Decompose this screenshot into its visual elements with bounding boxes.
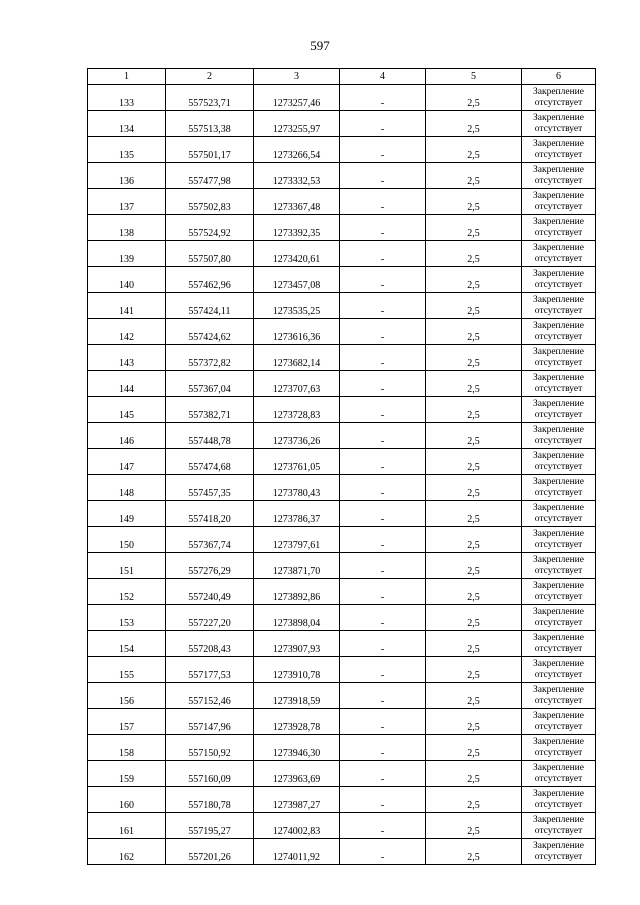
fixation-status-line-2: отсутствует (534, 279, 583, 290)
point-number: 143 (88, 345, 166, 371)
column-5-value: 2,5 (426, 709, 522, 735)
column-4-value: - (340, 137, 426, 163)
x-coordinate: 557477,98 (166, 163, 254, 189)
y-coordinate: 1273963,69 (254, 761, 340, 787)
fixation-status-line-2: отсутствует (534, 175, 583, 186)
x-coordinate: 557160,09 (166, 761, 254, 787)
column-5-value: 2,5 (426, 579, 522, 605)
fixation-status-line-2: отсутствует (534, 643, 583, 654)
table-row (88, 345, 596, 371)
point-number: 146 (88, 423, 166, 449)
fixation-status-line-1: Закрепление (533, 684, 584, 695)
column-5-value: 2,5 (426, 215, 522, 241)
fixation-status-line-1: Закрепление (533, 580, 584, 591)
table-row (88, 631, 596, 657)
table-row (88, 397, 596, 423)
y-coordinate: 1273910,78 (254, 657, 340, 683)
column-5-value: 2,5 (426, 449, 522, 475)
table-row (88, 579, 596, 605)
fixation-status (522, 501, 596, 527)
y-coordinate: 1273898,04 (254, 605, 340, 631)
y-coordinate: 1273728,83 (254, 397, 340, 423)
x-coordinate: 557180,78 (166, 787, 254, 813)
column-5-value: 2,5 (426, 85, 522, 111)
table-row (88, 527, 596, 553)
point-number: 139 (88, 241, 166, 267)
column-5-value: 2,5 (426, 475, 522, 501)
table-row (88, 553, 596, 579)
x-coordinate: 557367,74 (166, 527, 254, 553)
y-coordinate: 1273457,08 (254, 267, 340, 293)
y-coordinate: 1273761,05 (254, 449, 340, 475)
column-4-value: - (340, 631, 426, 657)
column-5-value: 2,5 (426, 241, 522, 267)
fixation-status (522, 839, 596, 865)
fixation-status-line-2: отсутствует (534, 123, 583, 134)
y-coordinate: 1273736,26 (254, 423, 340, 449)
table-row (88, 839, 596, 865)
fixation-status (522, 397, 596, 423)
fixation-status-line-2: отсутствует (534, 747, 583, 758)
column-header-6: 6 (522, 69, 596, 85)
fixation-status-line-2: отсутствует (534, 773, 583, 784)
column-4-value: - (340, 527, 426, 553)
table-row (88, 709, 596, 735)
y-coordinate: 1273780,43 (254, 475, 340, 501)
x-coordinate: 557367,04 (166, 371, 254, 397)
table-row (88, 137, 596, 163)
x-coordinate: 557474,68 (166, 449, 254, 475)
fixation-status-line-2: отсутствует (534, 383, 583, 394)
column-4-value: - (340, 345, 426, 371)
column-5-value: 2,5 (426, 683, 522, 709)
table-row (88, 735, 596, 761)
point-number: 154 (88, 631, 166, 657)
table-row (88, 163, 596, 189)
fixation-status-line-1: Закрепление (533, 710, 584, 721)
fixation-status (522, 553, 596, 579)
table-row (88, 475, 596, 501)
column-4-value: - (340, 111, 426, 137)
fixation-status-line-2: отсутствует (534, 357, 583, 368)
fixation-status-line-1: Закрепление (533, 294, 584, 305)
y-coordinate: 1274011,92 (254, 839, 340, 865)
x-coordinate: 557424,62 (166, 319, 254, 345)
fixation-status-line-1: Закрепление (533, 216, 584, 227)
x-coordinate: 557501,17 (166, 137, 254, 163)
column-4-value: - (340, 371, 426, 397)
point-number: 133 (88, 85, 166, 111)
column-4-value: - (340, 579, 426, 605)
point-number: 140 (88, 267, 166, 293)
y-coordinate: 1273946,30 (254, 735, 340, 761)
fixation-status-line-1: Закрепление (533, 164, 584, 175)
fixation-status (522, 761, 596, 787)
fixation-status-line-2: отсутствует (534, 565, 583, 576)
table-row (88, 189, 596, 215)
x-coordinate: 557448,78 (166, 423, 254, 449)
fixation-status-line-1: Закрепление (533, 268, 584, 279)
column-4-value: - (340, 423, 426, 449)
column-4-value: - (340, 761, 426, 787)
page-number: 597 (310, 38, 330, 53)
point-number: 134 (88, 111, 166, 137)
fixation-status-line-2: отсутствует (534, 97, 583, 108)
table-header-row (88, 69, 596, 85)
point-number: 141 (88, 293, 166, 319)
table-row (88, 371, 596, 397)
fixation-status (522, 423, 596, 449)
fixation-status-line-2: отсутствует (534, 695, 583, 706)
column-5-value: 2,5 (426, 371, 522, 397)
column-4-value: - (340, 553, 426, 579)
x-coordinate: 557227,20 (166, 605, 254, 631)
fixation-status-line-1: Закрепление (533, 424, 584, 435)
column-header-3: 3 (254, 69, 340, 85)
x-coordinate: 557457,35 (166, 475, 254, 501)
column-4-value: - (340, 267, 426, 293)
fixation-status-line-1: Закрепление (533, 112, 584, 123)
fixation-status-line-2: отсутствует (534, 149, 583, 160)
point-number: 136 (88, 163, 166, 189)
y-coordinate: 1273907,93 (254, 631, 340, 657)
point-number: 149 (88, 501, 166, 527)
fixation-status (522, 813, 596, 839)
x-coordinate: 557462,96 (166, 267, 254, 293)
point-number: 155 (88, 657, 166, 683)
fixation-status (522, 293, 596, 319)
x-coordinate: 557201,26 (166, 839, 254, 865)
y-coordinate: 1273392,35 (254, 215, 340, 241)
column-5-value: 2,5 (426, 163, 522, 189)
table-row (88, 111, 596, 137)
fixation-status-line-1: Закрепление (533, 736, 584, 747)
column-header-1: 1 (88, 69, 166, 85)
column-header-2: 2 (166, 69, 254, 85)
x-coordinate: 557424,11 (166, 293, 254, 319)
x-coordinate: 557276,29 (166, 553, 254, 579)
coordinates-table (87, 68, 596, 865)
fixation-status-line-1: Закрепление (533, 632, 584, 643)
column-4-value: - (340, 397, 426, 423)
x-coordinate: 557208,43 (166, 631, 254, 657)
fixation-status-line-2: отсутствует (534, 461, 583, 472)
fixation-status-line-2: отсутствует (534, 721, 583, 732)
fixation-status-line-2: отсутствует (534, 825, 583, 836)
x-coordinate: 557195,27 (166, 813, 254, 839)
column-5-value: 2,5 (426, 137, 522, 163)
column-5-value: 2,5 (426, 111, 522, 137)
column-5-value: 2,5 (426, 189, 522, 215)
point-number: 156 (88, 683, 166, 709)
table-row (88, 423, 596, 449)
fixation-status (522, 267, 596, 293)
fixation-status-line-2: отсутствует (534, 253, 583, 264)
point-number: 153 (88, 605, 166, 631)
fixation-status (522, 735, 596, 761)
fixation-status (522, 319, 596, 345)
table-row (88, 761, 596, 787)
table-row (88, 683, 596, 709)
table-row (88, 657, 596, 683)
point-number: 137 (88, 189, 166, 215)
y-coordinate: 1274002,83 (254, 813, 340, 839)
fixation-status-line-2: отсутствует (534, 617, 583, 628)
column-4-value: - (340, 85, 426, 111)
fixation-status (522, 371, 596, 397)
y-coordinate: 1273871,70 (254, 553, 340, 579)
fixation-status-line-1: Закрепление (533, 346, 584, 357)
x-coordinate: 557147,96 (166, 709, 254, 735)
fixation-status-line-1: Закрепление (533, 450, 584, 461)
fixation-status-line-1: Закрепление (533, 320, 584, 331)
fixation-status (522, 85, 596, 111)
column-4-value: - (340, 787, 426, 813)
column-4-value: - (340, 839, 426, 865)
y-coordinate: 1273707,63 (254, 371, 340, 397)
column-4-value: - (340, 813, 426, 839)
table-row (88, 215, 596, 241)
fixation-status (522, 215, 596, 241)
fixation-status (522, 241, 596, 267)
fixation-status-line-1: Закрепление (533, 814, 584, 825)
fixation-status (522, 475, 596, 501)
fixation-status-line-2: отсутствует (534, 227, 583, 238)
x-coordinate: 557513,38 (166, 111, 254, 137)
point-number: 159 (88, 761, 166, 787)
fixation-status (522, 527, 596, 553)
y-coordinate: 1273918,59 (254, 683, 340, 709)
column-4-value: - (340, 163, 426, 189)
column-4-value: - (340, 215, 426, 241)
table-row (88, 787, 596, 813)
y-coordinate: 1273420,61 (254, 241, 340, 267)
point-number: 147 (88, 449, 166, 475)
fixation-status-line-2: отсутствует (534, 513, 583, 524)
point-number: 161 (88, 813, 166, 839)
column-4-value: - (340, 475, 426, 501)
x-coordinate: 557524,92 (166, 215, 254, 241)
fixation-status (522, 709, 596, 735)
fixation-status-line-2: отсутствует (534, 539, 583, 550)
fixation-status-line-1: Закрепление (533, 840, 584, 851)
column-5-value: 2,5 (426, 293, 522, 319)
fixation-status-line-2: отсутствует (534, 201, 583, 212)
point-number: 138 (88, 215, 166, 241)
table-row (88, 267, 596, 293)
fixation-status-line-2: отсутствует (534, 409, 583, 420)
column-header-4: 4 (340, 69, 426, 85)
point-number: 157 (88, 709, 166, 735)
fixation-status-line-1: Закрепление (533, 398, 584, 409)
table-row (88, 293, 596, 319)
x-coordinate: 557507,80 (166, 241, 254, 267)
y-coordinate: 1273255,97 (254, 111, 340, 137)
point-number: 144 (88, 371, 166, 397)
point-number: 152 (88, 579, 166, 605)
fixation-status-line-1: Закрепление (533, 190, 584, 201)
y-coordinate: 1273367,48 (254, 189, 340, 215)
fixation-status (522, 111, 596, 137)
point-number: 142 (88, 319, 166, 345)
point-number: 160 (88, 787, 166, 813)
x-coordinate: 557240,49 (166, 579, 254, 605)
y-coordinate: 1273257,46 (254, 85, 340, 111)
y-coordinate: 1273786,37 (254, 501, 340, 527)
point-number: 148 (88, 475, 166, 501)
fixation-status (522, 163, 596, 189)
y-coordinate: 1273928,78 (254, 709, 340, 735)
column-5-value: 2,5 (426, 631, 522, 657)
fixation-status-line-1: Закрепление (533, 788, 584, 799)
column-header-5: 5 (426, 69, 522, 85)
x-coordinate: 557150,92 (166, 735, 254, 761)
column-4-value: - (340, 657, 426, 683)
column-5-value: 2,5 (426, 527, 522, 553)
x-coordinate: 557152,46 (166, 683, 254, 709)
table-row (88, 241, 596, 267)
column-5-value: 2,5 (426, 345, 522, 371)
column-5-value: 2,5 (426, 553, 522, 579)
x-coordinate: 557372,82 (166, 345, 254, 371)
column-5-value: 2,5 (426, 501, 522, 527)
column-5-value: 2,5 (426, 813, 522, 839)
column-4-value: - (340, 319, 426, 345)
fixation-status-line-1: Закрепление (533, 658, 584, 669)
y-coordinate: 1273266,54 (254, 137, 340, 163)
fixation-status-line-1: Закрепление (533, 502, 584, 513)
point-number: 135 (88, 137, 166, 163)
column-4-value: - (340, 449, 426, 475)
column-5-value: 2,5 (426, 319, 522, 345)
fixation-status-line-1: Закрепление (533, 242, 584, 253)
x-coordinate: 557418,20 (166, 501, 254, 527)
y-coordinate: 1273535,25 (254, 293, 340, 319)
table-row (88, 501, 596, 527)
fixation-status-line-2: отсутствует (534, 435, 583, 446)
y-coordinate: 1273616,36 (254, 319, 340, 345)
column-5-value: 2,5 (426, 267, 522, 293)
fixation-status (522, 787, 596, 813)
column-4-value: - (340, 189, 426, 215)
x-coordinate: 557382,71 (166, 397, 254, 423)
column-4-value: - (340, 293, 426, 319)
fixation-status-line-2: отсутствует (534, 331, 583, 342)
y-coordinate: 1273682,14 (254, 345, 340, 371)
fixation-status (522, 449, 596, 475)
fixation-status-line-2: отсутствует (534, 305, 583, 316)
fixation-status (522, 579, 596, 605)
fixation-status (522, 605, 596, 631)
fixation-status (522, 657, 596, 683)
fixation-status-line-1: Закрепление (533, 762, 584, 773)
fixation-status (522, 683, 596, 709)
y-coordinate: 1273332,53 (254, 163, 340, 189)
point-number: 150 (88, 527, 166, 553)
column-4-value: - (340, 241, 426, 267)
x-coordinate: 557523,71 (166, 85, 254, 111)
fixation-status-line-2: отсутствует (534, 669, 583, 680)
fixation-status-line-1: Закрепление (533, 606, 584, 617)
fixation-status (522, 137, 596, 163)
fixation-status (522, 189, 596, 215)
point-number: 151 (88, 553, 166, 579)
column-5-value: 2,5 (426, 657, 522, 683)
fixation-status-line-1: Закрепление (533, 138, 584, 149)
column-5-value: 2,5 (426, 839, 522, 865)
column-4-value: - (340, 501, 426, 527)
point-number: 162 (88, 839, 166, 865)
fixation-status-line-2: отсутствует (534, 851, 583, 862)
fixation-status (522, 345, 596, 371)
column-4-value: - (340, 709, 426, 735)
fixation-status-line-1: Закрепление (533, 554, 584, 565)
fixation-status-line-2: отсутствует (534, 591, 583, 602)
table-row (88, 813, 596, 839)
x-coordinate: 557177,53 (166, 657, 254, 683)
column-4-value: - (340, 683, 426, 709)
column-5-value: 2,5 (426, 605, 522, 631)
fixation-status-line-2: отсутствует (534, 487, 583, 498)
fixation-status-line-1: Закрепление (533, 86, 584, 97)
y-coordinate: 1273892,86 (254, 579, 340, 605)
column-5-value: 2,5 (426, 423, 522, 449)
table-row (88, 85, 596, 111)
table-row (88, 319, 596, 345)
column-5-value: 2,5 (426, 761, 522, 787)
fixation-status-line-1: Закрепление (533, 528, 584, 539)
point-number: 158 (88, 735, 166, 761)
column-4-value: - (340, 735, 426, 761)
y-coordinate: 1273797,61 (254, 527, 340, 553)
column-4-value: - (340, 605, 426, 631)
table-row (88, 449, 596, 475)
fixation-status (522, 631, 596, 657)
y-coordinate: 1273987,27 (254, 787, 340, 813)
fixation-status-line-1: Закрепление (533, 476, 584, 487)
column-5-value: 2,5 (426, 735, 522, 761)
point-number: 145 (88, 397, 166, 423)
fixation-status-line-2: отсутствует (534, 799, 583, 810)
column-5-value: 2,5 (426, 397, 522, 423)
column-5-value: 2,5 (426, 787, 522, 813)
table-row (88, 605, 596, 631)
x-coordinate: 557502,83 (166, 189, 254, 215)
fixation-status-line-1: Закрепление (533, 372, 584, 383)
